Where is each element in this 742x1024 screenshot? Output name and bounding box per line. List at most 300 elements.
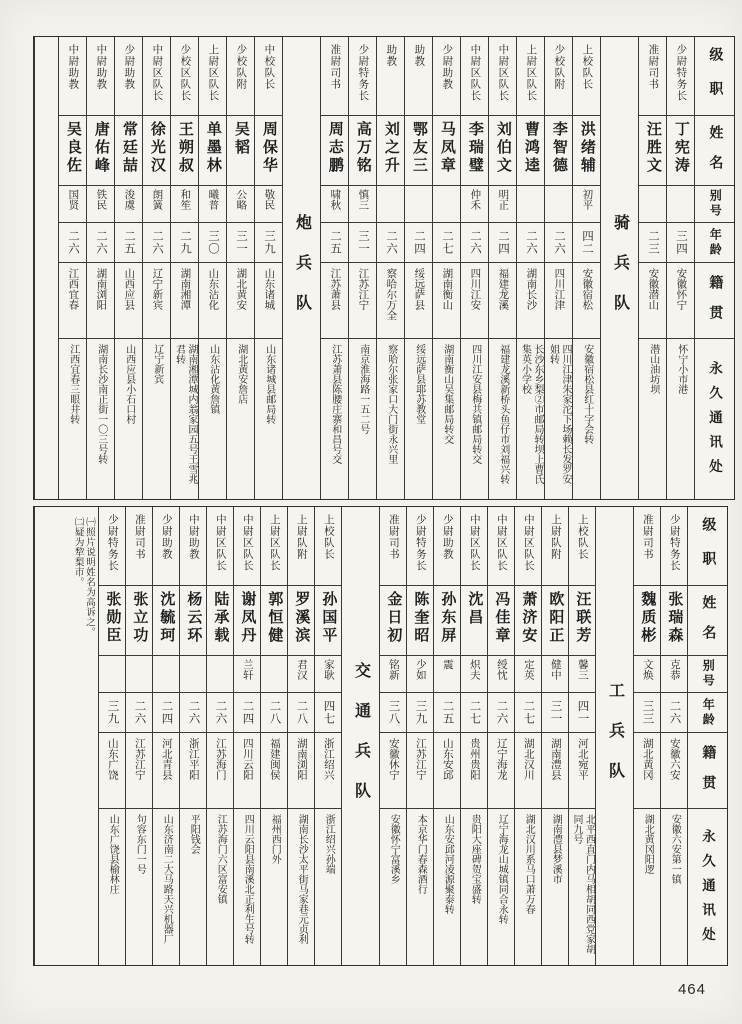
address-text: 湖南澧县梦溪市 [550,814,562,884]
native-text: 四川江安 [469,268,481,310]
address-cell [634,808,660,965]
age-text: 二八 [268,700,281,725]
address-text: 湖南湘潭城内翁家园五号王雪兆君转 [173,344,197,484]
rank-cell [207,507,233,585]
age-text: 二七 [468,700,481,725]
age-text: 二四 [496,230,509,255]
address-text: 北平西直门内马相胡同西党家胡同九号 [571,814,595,954]
address-cell [639,338,666,499]
person-column [638,37,666,499]
alias-cell [569,655,595,692]
native-place-cell [153,732,179,808]
native-place-cell [315,732,341,808]
rank-cell [517,37,544,115]
alias-cell [171,185,198,222]
age-text: 三九 [106,700,119,725]
person-column [254,37,282,499]
age-text: 三九 [414,700,427,725]
address-cell [349,338,376,499]
alias-text: 敬民 [263,189,275,210]
address-cell [59,338,86,499]
age-cell [489,222,516,262]
rank-cell [143,37,170,115]
age-text: 二六 [468,230,481,255]
address-text: 浙江绍兴孙端 [323,814,335,874]
rank-text: 准尉司书 [133,514,145,560]
name-text: 冯佳章 [493,591,510,645]
person-column [432,37,460,499]
native-place-cell [569,732,595,808]
age-cell [461,692,487,732]
rank-text: 上尉队附 [295,514,307,560]
rank-text: 助教 [413,44,425,67]
alias-text: 初平 [581,189,593,210]
person-column [206,507,233,965]
native-place-cell [545,262,572,338]
person-column [516,37,544,499]
alias-cell [573,185,600,222]
native-text: 安徽潜山 [647,268,659,310]
native-place-cell [207,732,233,808]
name-text: 张立功 [131,591,148,645]
alias-cell [180,655,206,692]
age-cell [227,222,254,262]
header-cell [688,808,727,965]
native-text: 福建龙溪 [497,268,509,310]
person-column [460,507,487,965]
name-cell [180,585,206,655]
rank-text: 中尉区队长 [241,514,253,572]
alias-text: 定英 [522,659,534,680]
age-cell [433,222,460,262]
address-text: 山东沾化黄詹镇 [207,344,219,414]
person-column [541,507,568,965]
age-text: 二六 [384,230,397,255]
header-cell [695,222,734,262]
address-cell [99,808,125,965]
address-cell [461,338,488,499]
age-text: 二三 [646,230,659,255]
rank-cell [199,37,226,115]
age-text: 四二 [580,230,593,255]
address-cell [380,808,406,965]
age-text: 二七 [522,700,535,725]
rank-cell [171,37,198,115]
empty-column [34,37,58,499]
native-text: 辽宁新宾 [151,268,163,310]
rank-cell [489,37,516,115]
rank-text: 少尉特务长 [675,44,687,102]
age-cell [349,222,376,262]
name-text: 周志鹏 [326,121,343,175]
name-cell [59,115,86,185]
person-column [179,507,206,965]
person-column [142,37,170,499]
age-text: 三〇 [206,230,219,255]
rank-text: 中校队长 [263,44,275,90]
native-place-cell [126,732,152,808]
alias-cell [349,185,376,222]
rank-cell [126,507,152,585]
native-text: 安徽怀宁 [675,268,687,310]
address-cell [227,338,254,499]
address-text: 四川江津朱家沱下场赖长发罗安姐转 [547,344,571,484]
name-cell [99,585,125,655]
rank-cell [634,507,660,585]
alias-cell [261,655,287,692]
native-place-cell [143,262,170,338]
alias-cell [207,655,233,692]
alias-cell [227,185,254,222]
name-text: 常廷喆 [120,121,137,175]
address-text: 福建龙溪新桥头鱼仔市刘福兴转 [497,344,509,484]
native-place-cell [377,262,404,338]
age-text: 四七 [322,700,335,725]
address-cell [180,808,206,965]
rank-cell [433,37,460,115]
address-cell [87,338,114,499]
native-text: 湖南长沙 [525,268,537,310]
age-text: 二六 [552,230,565,255]
rank-text: 少尉助教 [441,514,453,560]
age-text: 二六 [524,230,537,255]
native-place-cell [288,732,314,808]
address-text: 平阳钱会 [188,814,200,854]
name-cell [489,115,516,185]
native-place-cell [180,732,206,808]
rank-text: 上校队长 [322,514,334,560]
native-text: 绥远萨县 [413,268,425,310]
native-place-cell [461,262,488,338]
section-label-column [595,507,633,965]
notes-column [34,507,98,965]
address-cell [377,338,404,499]
rank-text: 少校队附 [235,44,247,90]
alias-text: 震 [441,659,453,670]
person-column [287,507,314,965]
address-text: 南京淮海路一五二号 [357,344,369,434]
name-text: 唐佑峰 [92,121,109,175]
address-cell [255,338,282,499]
address-text: 山西应县小石口村 [123,344,135,424]
rank-text: 少尉特务长 [106,514,118,572]
age-text: 二九 [178,230,191,255]
address-text: 湖北汉川系马口萧万春 [523,814,535,914]
name-cell [545,115,572,185]
name-text: 曹鸿逵 [522,121,539,175]
person-column [125,507,152,965]
rank-text: 上尉队附 [549,514,561,560]
age-text: 二五 [441,700,454,725]
name-cell [315,585,341,655]
alias-text: 馨三 [576,659,588,680]
alias-text: 慎三 [357,189,369,210]
alias-cell [153,655,179,692]
rank-text: 中尉区队长 [522,514,534,572]
name-cell [461,585,487,655]
native-place-cell [434,732,460,808]
section-label-column [600,37,638,499]
native-place-cell [661,732,687,808]
age-text: 二六 [94,230,107,255]
name-text: 张瑞森 [666,591,683,645]
age-cell [99,692,125,732]
name-cell [377,115,404,185]
rank-cell [434,507,460,585]
age-cell [321,222,348,262]
rank-cell [153,507,179,585]
rank-cell [377,37,404,115]
alias-text: 家耿 [322,659,334,680]
native-text: 湖南衡山 [441,268,453,310]
rank-text: 少校队附 [553,44,565,90]
person-column [460,37,488,499]
rank-text: 中尉区队长 [469,44,481,102]
rank-cell [407,507,433,585]
person-column [487,507,514,965]
rank-cell [59,37,86,115]
name-cell [171,115,198,185]
address-text: 福州西门外 [269,814,281,864]
address-text: 山东广饶县榆林庄 [107,814,119,894]
name-text: 周保华 [260,121,277,175]
address-cell [405,338,432,499]
name-cell [115,115,142,185]
person-column [514,507,541,965]
address-cell [143,338,170,499]
native-place-cell [639,262,666,338]
person-column [86,37,114,499]
person-column [170,37,198,499]
age-text: 三八 [387,700,400,725]
person-column [320,37,348,499]
name-text: 金日初 [385,591,402,645]
header-label: 别号 [701,659,716,689]
rank-text: 中尉区队长 [497,44,509,102]
name-cell [542,585,568,655]
rank-cell [461,37,488,115]
name-cell [433,115,460,185]
alias-text: 克恭 [668,659,680,680]
age-text: 三三 [641,700,654,725]
age-text: 二六 [150,230,163,255]
alias-cell [433,185,460,222]
name-cell [634,585,660,655]
person-column [404,37,432,499]
native-text: 山东沾化 [207,268,219,310]
header-label: 年龄 [701,697,716,728]
person-column [633,507,660,965]
person-column [406,507,433,965]
address-text: 山东济南二大马路天兴机器厂 [161,814,173,944]
native-place-cell [515,732,541,808]
address-cell [545,338,572,499]
age-cell [87,222,114,262]
age-text: 二六 [66,230,79,255]
rank-text: 准尉司书 [387,514,399,560]
name-cell [488,585,514,655]
name-text: 沈毓珂 [158,591,175,645]
native-place-cell [115,262,142,338]
person-column [348,37,376,499]
rank-text: 中尉区队长 [214,514,226,572]
name-text: 单墨林 [204,121,221,175]
header-cell [688,655,727,692]
rank-cell [380,507,406,585]
name-text: 罗溪滨 [293,591,310,645]
note-line: ㈡疑为犂梨市。 [72,517,83,587]
age-text: 二六 [495,700,508,725]
native-text: 察哈尔万全 [385,268,397,321]
age-cell [59,222,86,262]
name-cell [234,585,260,655]
roster-table-top [33,36,735,500]
name-text: 孙国平 [320,591,337,645]
age-cell [517,222,544,262]
name-cell [667,115,694,185]
address-text: 长沙东乡梨②市邮局转坝上曹氏集英小学校 [519,344,543,484]
person-column [198,37,226,499]
age-cell [573,222,600,262]
name-text: 吴良佐 [64,121,81,175]
rank-cell [99,507,125,585]
rank-cell [87,37,114,115]
name-text: 张勋臣 [104,591,121,645]
native-text: 浙江平阳 [187,738,199,780]
person-column [666,37,694,499]
address-text: 湖南长沙太平街马家巷元贞利 [296,814,308,944]
rank-text: 准尉司书 [641,514,653,560]
rank-cell [573,37,600,115]
rank-cell [288,507,314,585]
alias-text: 公略 [235,189,247,210]
alias-cell [515,655,541,692]
age-text: 二五 [328,230,341,255]
rank-cell [227,37,254,115]
rank-cell [639,37,666,115]
name-cell [153,585,179,655]
address-text: 潜山油坊坝 [647,344,659,394]
name-text: 汪联芳 [574,591,591,645]
age-cell [542,692,568,732]
address-text: 山东诸城县邮局转 [263,344,275,424]
native-place-cell [227,262,254,338]
name-text: 萧济安 [520,591,537,645]
address-cell [261,808,287,965]
rank-text: 中尉助教 [187,514,199,560]
address-cell [434,808,460,965]
person-column [260,507,287,965]
rank-cell [667,37,694,115]
name-cell [261,585,287,655]
rank-text: 中尉助教 [67,44,79,90]
page-number: 464 [677,981,706,998]
age-text: 三一 [549,700,562,725]
rank-text: 上校队长 [576,514,588,560]
address-text: 湖南长沙南正街一〇三号转 [95,344,107,464]
address-text: 怀宁小市港 [675,344,687,394]
name-text: 刘伯文 [494,121,511,175]
name-text: 郭恒健 [266,591,283,645]
rank-text: 少尉助教 [160,514,172,560]
name-text: 刘之升 [382,121,399,175]
person-column [379,507,406,965]
name-cell [434,585,460,655]
name-text: 陆承载 [212,591,229,645]
age-cell [488,692,514,732]
rank-text: 准尉司书 [647,44,659,90]
native-text: 山东安邱 [441,738,453,780]
person-column [572,37,600,499]
address-cell [661,808,687,965]
address-text: 四川云阳县南溪北正利生号转 [242,814,254,944]
name-cell [517,115,544,185]
header-label: 籍贯 [700,744,716,805]
native-place-cell [405,262,432,338]
native-text: 辽宁海龙 [495,738,507,780]
person-column [152,507,179,965]
header-column [687,507,727,965]
section-label-column [341,507,379,965]
name-cell [573,115,600,185]
native-text: 江苏萧县 [329,268,341,310]
person-column [98,507,125,965]
name-text: 吴韬 [232,121,249,157]
alias-cell [377,185,404,222]
person-column [233,507,260,965]
address-text: 湖南衡山吴集邮局转交 [441,344,453,444]
age-cell [315,692,341,732]
age-cell [199,222,226,262]
rank-cell [545,37,572,115]
rank-text: 准尉司书 [329,44,341,90]
age-cell [207,692,233,732]
age-cell [634,692,660,732]
age-text: 二四 [160,700,173,725]
name-cell [207,585,233,655]
alias-text: 健中 [549,659,561,680]
native-text: 四川江津 [553,268,565,310]
name-text: 杨云环 [185,591,202,645]
address-text: 绥远萨县耶苏教堂 [413,344,425,424]
age-cell [667,222,694,262]
name-text: 欧阳正 [547,591,564,645]
name-cell [405,115,432,185]
age-cell [661,692,687,732]
address-cell [461,808,487,965]
alias-cell [667,185,694,222]
name-text: 李智德 [550,121,567,175]
native-place-cell [255,262,282,338]
native-text: 安徽宿松 [581,268,593,310]
native-place-cell [517,262,544,338]
alias-text: 朗簧 [151,189,163,210]
native-place-cell [573,262,600,338]
alias-text: 曦普 [207,189,219,210]
name-text: 高万铭 [354,121,371,175]
section-label-column [282,37,320,499]
header-label: 永久通讯处 [707,360,723,484]
person-column [314,507,341,965]
name-cell [569,585,595,655]
header-label: 级职 [700,517,716,585]
alias-cell [315,655,341,692]
native-place-cell [667,262,694,338]
alias-cell [99,655,125,692]
name-cell [380,585,406,655]
address-cell [489,338,516,499]
address-cell [517,338,544,499]
